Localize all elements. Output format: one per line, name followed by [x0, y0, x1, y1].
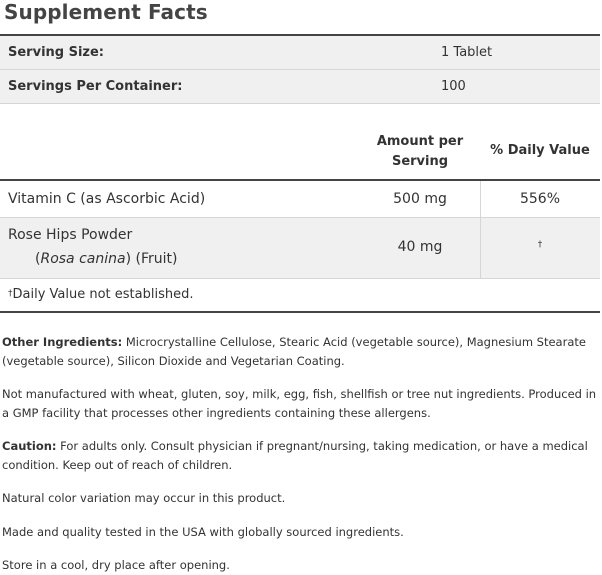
storage-note: Store in a cool, dry place after opening. [2, 558, 230, 572]
servings-per-container-label: Servings Per Container: [8, 79, 183, 94]
other-ingredients-text: Microcrystalline Cellulose, Stearic Acid (vegetable source), Magnesium Stearate (vegetable source), Silicon Dioxide and Vegetarian Coating. [2, 335, 586, 368]
made-in-usa-note: Made and quality tested in the USA with globally sourced ingredients. [2, 525, 404, 539]
amount-header-line2: Serving [391, 154, 449, 169]
nutrient-amount: 500 mg [393, 191, 447, 207]
other-ingredients-label: Other Ingredients: [2, 335, 123, 349]
caution-label: Caution: [2, 439, 57, 453]
nutrient-amount: 40 mg [397, 239, 443, 255]
serving-size-row [0, 36, 600, 70]
servings-per-container-value: 100 [441, 79, 466, 94]
nutrient-name: Vitamin C (as Ascorbic Acid) [8, 191, 206, 207]
amount-per-serving-header [360, 132, 480, 172]
caution-text: For adults only. Consult physician if pregnant/nursing, taking medication, or have a medical condition. Keep out of reach of children. [2, 439, 588, 472]
nutrient-table-header [0, 127, 600, 181]
color-variation-note: Natural color variation may occur in this product. [2, 491, 286, 505]
nutrient-row [0, 181, 600, 218]
daily-value-footnote [0, 279, 600, 313]
panel-title: Supplement Facts [4, 0, 208, 24]
nutrient-table [0, 127, 600, 313]
nutrient-daily-value: 556% [519, 191, 561, 207]
footnote-text [8, 287, 193, 302]
nutrient-daily-value: † [537, 240, 543, 250]
nutrient-name: Rose Hips Powder [8, 227, 133, 243]
servings-per-container-row [0, 70, 600, 104]
caution-statement [2, 437, 598, 475]
serving-size-label: Serving Size: [8, 45, 105, 60]
nutrient-row [0, 218, 600, 279]
source-open-paren: ( [35, 251, 41, 267]
serving-size-value: 1 Tablet [441, 45, 493, 60]
serving-info-table [0, 34, 600, 104]
daily-value-header: % Daily Value [490, 143, 590, 158]
allergen-statement: Not manufactured with wheat, gluten, soy, milk, egg, fish, shellfish or tree nut ingredients. Produced in a GMP facility that processes other ingredients containing these allergens. [2, 387, 597, 420]
footnote-body: Daily Value not established. [12, 287, 194, 302]
source-part: ) (Fruit) [125, 251, 178, 267]
footnote-symbol: † [8, 289, 13, 299]
nutrient-source [35, 251, 177, 267]
amount-header-line1: Amount per [376, 134, 464, 149]
other-ingredients [2, 333, 598, 371]
source-latin-name: Rosa canina [40, 251, 126, 267]
